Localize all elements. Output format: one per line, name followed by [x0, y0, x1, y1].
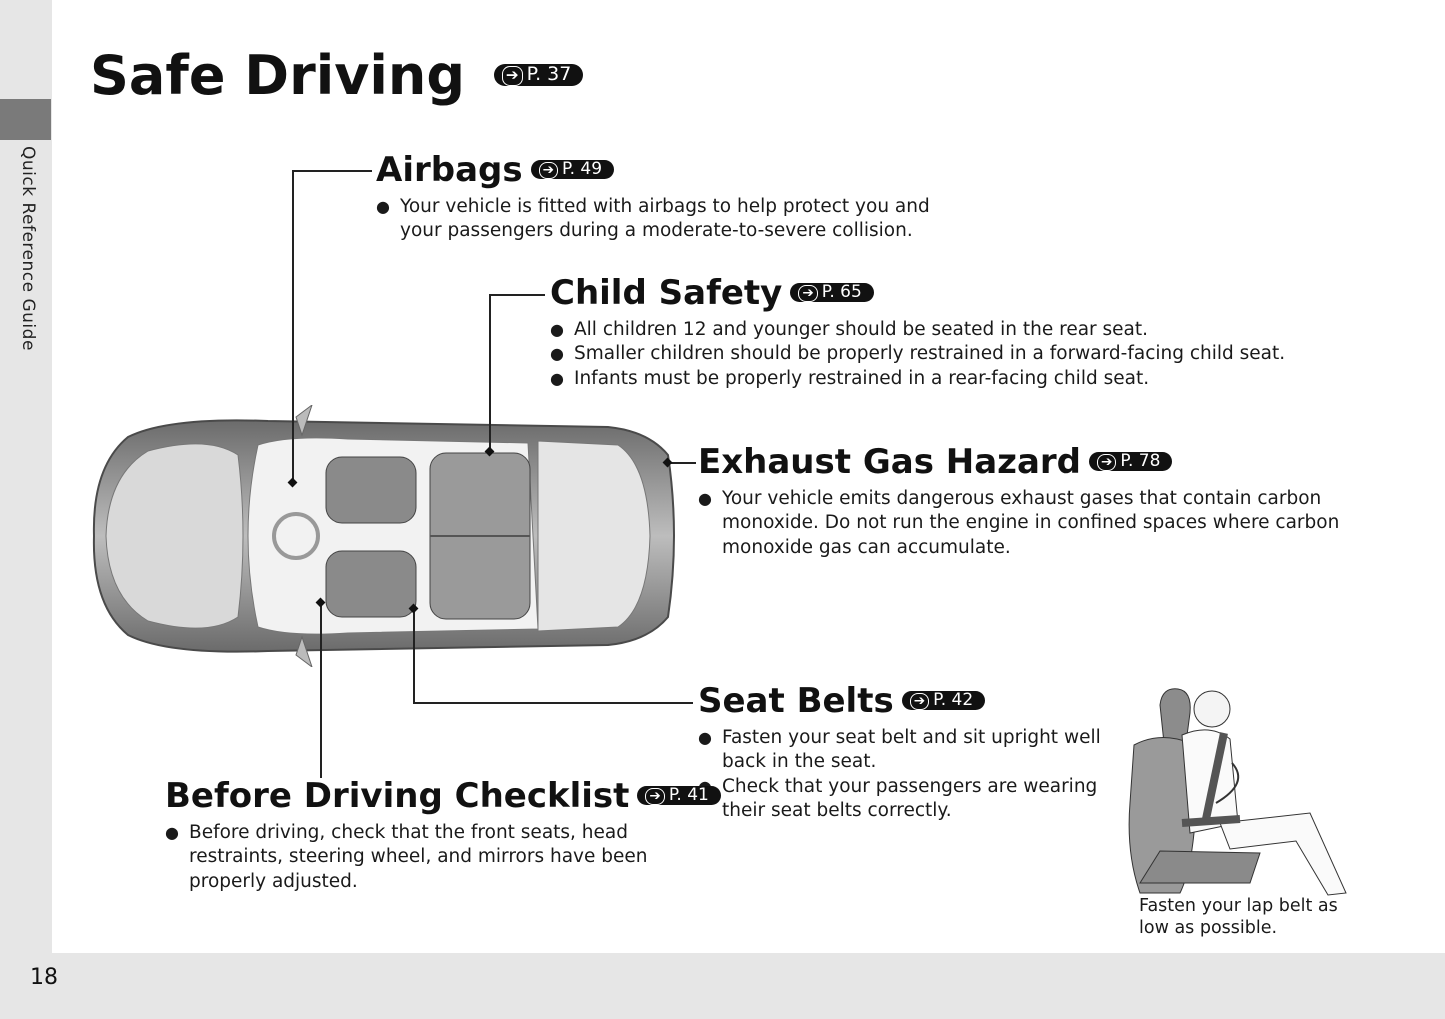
- airbags-ref-label: P. 49: [561, 158, 603, 179]
- checklist-ref-label: P. 41: [668, 784, 709, 805]
- figure-caption: Fasten your lap belt as low as possible.: [1139, 896, 1338, 938]
- child-safety-ref-link[interactable]: [790, 283, 873, 303]
- exhaust-ref-link[interactable]: [1089, 452, 1172, 472]
- section-checklist: [165, 776, 709, 894]
- exhaust-list: [698, 487, 1358, 561]
- child-safety-title: Child Safety: [550, 273, 783, 313]
- seat-belts-ref-link[interactable]: [902, 691, 985, 711]
- seated-person-seatbelt-illustration: [1120, 683, 1360, 901]
- checklist-ref-link[interactable]: [637, 786, 720, 806]
- checklist-leader-v: [320, 602, 322, 778]
- list-item: ● Fasten your seat belt and sit upright well back in the seat.: [698, 726, 1118, 775]
- airbags-ref-link[interactable]: [531, 160, 614, 180]
- exhaust-ref-label: P. 78: [1120, 450, 1161, 471]
- seatbelt-leader-h: [413, 702, 693, 704]
- checklist-list: [165, 821, 655, 895]
- list-item: ● Check that your passengers are wearing their seat belts correctly.: [698, 775, 1118, 824]
- seat-belts-ref-label: P. 42: [933, 689, 974, 710]
- seat-belts-heading: [698, 681, 1118, 722]
- list-item: ● Smaller children should be properly restrained in a forward-facing child seat.: [550, 342, 1310, 367]
- list-item: ● Infants must be properly restrained in a rear-facing child seat.: [550, 367, 1310, 392]
- page-number: 18: [30, 965, 58, 990]
- section-airbags: [376, 150, 956, 244]
- airbags-title: Airbags: [376, 150, 523, 190]
- side-label: Quick Reference Guide: [18, 146, 38, 351]
- arrow-right-icon: ➔: [502, 66, 523, 85]
- child-safety-list: [550, 318, 1310, 392]
- section-seat-belts: [698, 681, 1118, 824]
- seatbelt-leader-v: [413, 608, 415, 702]
- list-item: ● Before driving, check that the front seats, head restraints, steering wheel, and mirrors have been properly adjusted.: [165, 821, 655, 895]
- exhaust-title: Exhaust Gas Hazard: [698, 442, 1081, 482]
- section-exhaust: [698, 442, 1358, 560]
- seat-belts-title: Seat Belts: [698, 681, 894, 721]
- page-ref-link[interactable]: [494, 64, 584, 86]
- page-ref-label: P. 37: [526, 63, 572, 86]
- child-safety-ref-label: P. 65: [821, 281, 862, 302]
- list-item: ● All children 12 and younger should be seated in the rear seat.: [550, 318, 1310, 343]
- seat-belts-list: [698, 726, 1118, 824]
- car-top-view-illustration: [88, 405, 680, 667]
- checklist-heading: [165, 776, 709, 817]
- exhaust-heading: [698, 442, 1358, 483]
- arrow-right-icon: ➔: [1097, 454, 1116, 472]
- arrow-right-icon: ➔: [539, 162, 558, 180]
- airbags-heading: [376, 150, 956, 191]
- page-title-text: Safe Driving: [90, 44, 466, 107]
- child-leader-h: [489, 294, 545, 296]
- list-item: ● Your vehicle is fitted with airbags to help protect you and your passengers during a moderate-to-severe collision.: [376, 195, 956, 244]
- section-tab: [0, 99, 51, 140]
- arrow-right-icon: ➔: [910, 693, 929, 711]
- airbags-list: [376, 195, 956, 244]
- arrow-right-icon: ➔: [798, 285, 817, 303]
- airbags-leader-h: [292, 170, 372, 172]
- airbags-leader-v: [292, 170, 294, 482]
- child-leader-v: [489, 294, 491, 452]
- checklist-title: Before Driving Checklist: [165, 776, 630, 816]
- child-safety-heading: [550, 273, 1310, 314]
- section-child-safety: [550, 273, 1310, 391]
- page-title: [90, 44, 583, 107]
- list-item: ● Your vehicle emits dangerous exhaust gases that contain carbon monoxide. Do not run the engine in confined spaces where carbon monoxide gas can accumulate.: [698, 487, 1358, 561]
- arrow-right-icon: ➔: [645, 788, 664, 806]
